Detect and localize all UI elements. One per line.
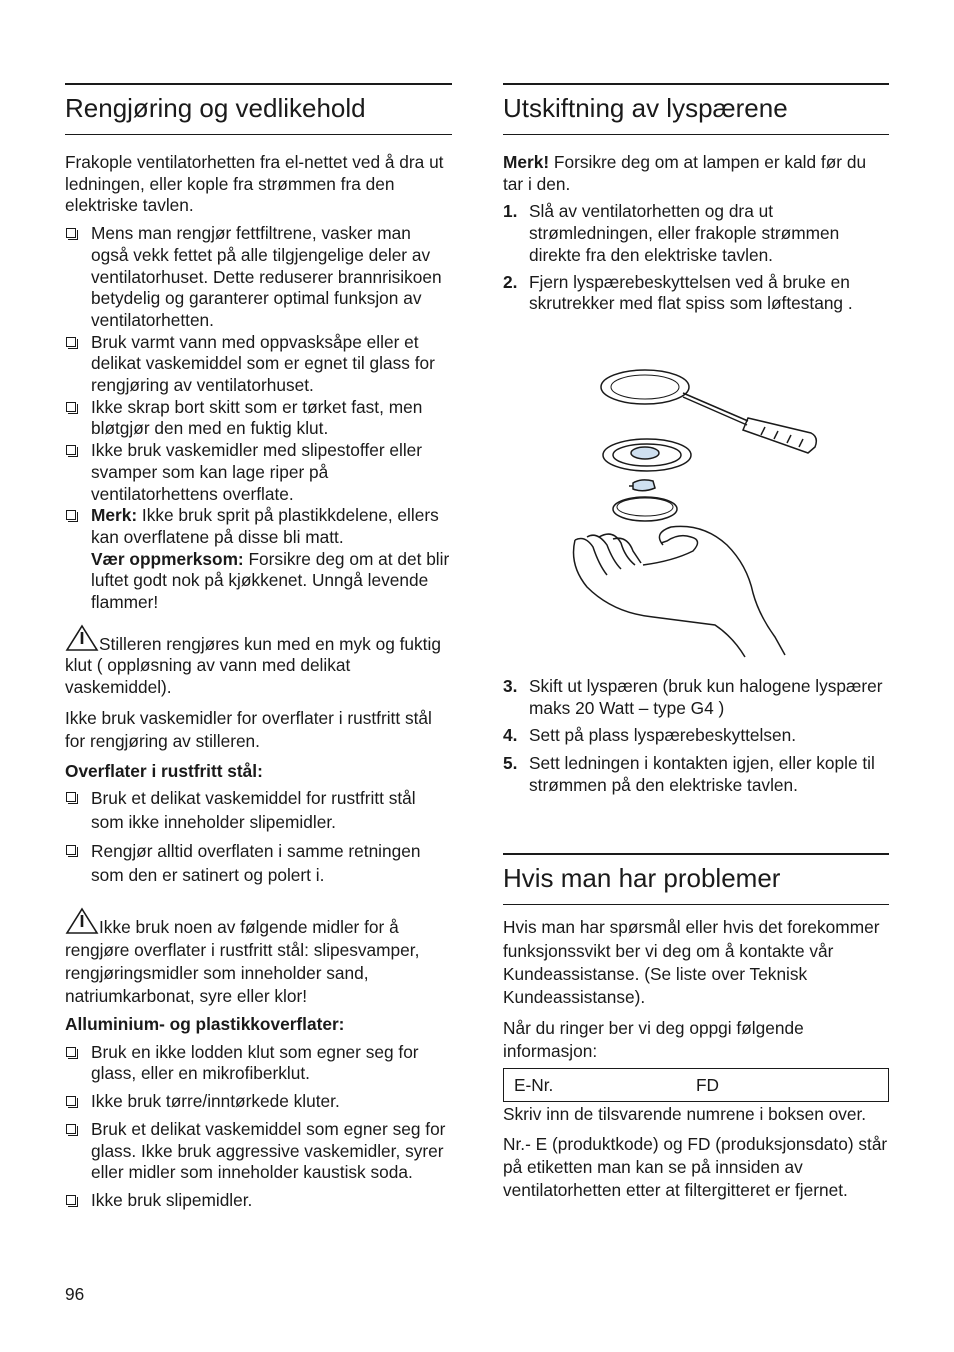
intro-paragraph: Frakople ventilatorhetten fra el-nettet ved å dra ut ledningen, eller kople fra strømmen fra den elektriske tavlen. xyxy=(65,152,444,216)
merk-label: Merk! xyxy=(503,152,550,172)
aluminium-bullet-list xyxy=(65,1042,452,1212)
list-item: 3. Skift ut lyspæren (bruk kun halogene lyspærer maks 20 Watt – type G4 ) xyxy=(503,675,883,718)
warning-note-1: Stilleren rengjøres kun med en myk og fuktig klut ( oppløsning av vann med delikat vaskemiddel). xyxy=(65,624,452,699)
fd-label: FD xyxy=(696,1074,720,1095)
page-number: 96 xyxy=(65,1284,85,1304)
checkbox-bullet-icon xyxy=(66,1195,76,1205)
checkbox-bullet-icon xyxy=(66,228,76,238)
warning-note-2: Ikke bruk noen av følgende midler for å rengjøre overflater i rustfritt stål: slipesvamper, rengjøringsmidler som inneholder sand, natriumkarbonat, syre eller klor! xyxy=(65,907,452,1008)
list-item: Bruk en ikke lodden klut som egner seg for glass, eller en mikrofiberklut. xyxy=(65,1042,452,1085)
list-item: Ikke bruk tørre/inntørkede kluter. xyxy=(65,1091,452,1113)
checkbox-bullet-icon xyxy=(66,845,76,855)
steel-paragraph: Ikke bruk vaskemidler for overflater i rustfritt stål for rengjøring av stilleren. xyxy=(65,707,432,752)
aluminium-subheading: Alluminium- og plastikkoverflater: xyxy=(65,1014,345,1035)
bulb-steps-list-continued xyxy=(503,676,889,797)
bulb-note: Merk! Forsikre deg om at lampen er kald før du tar i den. xyxy=(503,152,867,194)
checkbox-bullet-icon xyxy=(66,337,76,347)
list-item: Bruk et delikat vaskemiddel for rustfritt stål som ikke inneholder slipemidler. xyxy=(65,787,452,834)
section-title-cleaning: Rengjøring og vedlikehold xyxy=(65,83,452,135)
warning-triangle-icon xyxy=(65,907,99,935)
list-item: 1. Slå av ventilatorhetten og dra ut strømledningen, eller frakople strømmen direkte fra den elektriske tavlen. xyxy=(503,201,840,265)
section-title-bulbs: Utskiftning av lyspærene xyxy=(503,83,889,135)
problems-paragraph-3: Skriv inn de tilsvarende numrene i boksen over. xyxy=(503,1103,867,1124)
checkbox-bullet-icon xyxy=(66,510,76,520)
list-item: 2. Fjern lyspærebeskyttelsen ved å bruke en skrutrekker med flat spiss som løftestang . xyxy=(503,271,853,314)
cleaning-bullet-list xyxy=(65,223,452,614)
bulb-steps-list xyxy=(503,201,889,315)
list-item: Bruk et delikat vaskemiddel som egner seg for glass. Ikke bruk aggressive vaskemidler, syrer eller midler som inneholder kaustisk soda. xyxy=(65,1119,452,1184)
steel-bullet-list xyxy=(65,787,452,887)
list-item: Rengjør alltid overflaten i samme retningen som den er satinert og polert i. xyxy=(65,840,452,887)
checkbox-bullet-icon xyxy=(66,402,76,412)
list-item: Mens man rengjør fettfiltrene, vasker man også vekk fettet på alle tilgjengelige deler av ventilatorhuset. Dette reduserer brannrisikoen betydelig og garanterer optimal funksjon av ventilatorhetten. xyxy=(65,223,452,332)
checkbox-bullet-icon xyxy=(66,792,76,802)
list-item: Bruk varmt vann med oppvasksåpe eller et delikat vaskemiddel som er egnet til glass for rengjøring av ventilatorhuset. xyxy=(65,332,452,397)
merk-label: Merk: xyxy=(91,505,138,526)
checkbox-bullet-icon xyxy=(66,1047,76,1057)
problems-paragraph-2: Når du ringer ber vi deg oppgi følgende informasjon: xyxy=(503,1018,804,1062)
problems-paragraph-1: Hvis man har spørsmål eller hvis det forekommer funksjonssvikt ber vi deg om å kontakte vår Kundeassistanse. (Se liste over Teknisk Kundeassistanse). xyxy=(503,917,880,1008)
enr-label: E-Nr. xyxy=(514,1074,554,1095)
list-item: Ikke bruk slipemidler. xyxy=(65,1190,452,1212)
list-item: 5. Sett ledningen i kontakten igjen, eller kople til strømmen på den elektriske tavlen. xyxy=(503,753,875,795)
checkbox-bullet-icon xyxy=(66,1096,76,1106)
right-column xyxy=(503,83,889,1202)
product-code-box xyxy=(503,1068,889,1102)
checkbox-bullet-icon xyxy=(66,445,76,455)
warning-triangle-icon xyxy=(65,624,99,652)
obs-label: Vær oppmerksom: xyxy=(91,548,244,569)
steel-subheading: Overflater i rustfritt stål: xyxy=(65,760,263,781)
left-column xyxy=(65,83,452,1212)
section-title-problems: Hvis man har problemer xyxy=(503,853,889,905)
problems-paragraph-4: Nr.- E (produktkode) og FD (produksjonsdato) står på etiketten man kan se på innsiden av ventilatorhetten etter at filtergitteret er fjernet. xyxy=(503,1133,888,1201)
list-item: Ikke bruk vaskemidler med slipestoffer eller svamper som kan lage riper på ventilatorhettens overflate. xyxy=(65,440,452,505)
checkbox-bullet-icon xyxy=(66,1124,76,1134)
bulb-replacement-illustration xyxy=(503,355,889,659)
list-item: Ikke skrap bort skitt som er tørket fast, men bløtgjør den med en fuktig klut. xyxy=(65,397,452,440)
list-item: 4. Sett på plass lyspærebeskyttelsen. xyxy=(503,725,797,746)
list-item: Merk: Ikke bruk sprit på plastikkdelene, ellers kan overflatene på disse bli matt. Vær oppmerksom: Forsikre deg om at det blir luftet godt nok på kjøkkenet. Unngå levende flammer! xyxy=(65,505,452,614)
